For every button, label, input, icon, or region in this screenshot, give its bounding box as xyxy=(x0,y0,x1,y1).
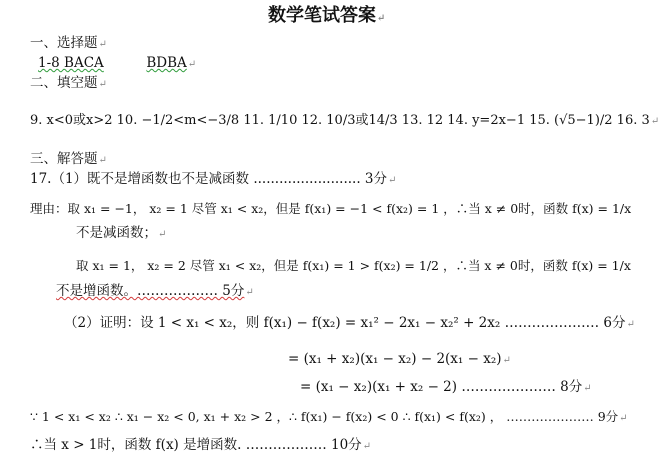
q17-part2: （2）证明：设 1 < x₁ < x₂，则 f(x₁) − f(x₂) = x₁² − 2x₁ − x₂² + 2x₂ ………………… 6分↵ xyxy=(64,315,635,331)
q17-reason2-end: 不是增函数。……………… 5分↵ xyxy=(56,283,254,299)
section2-heading: 二、填空题↵ xyxy=(30,75,107,91)
section2-answer-line: 9. x<0或x>2 10. −1/2<m<−3/8 11. 1/10 12. 10/3或14/3 13. 12 14. y=2x−1 15. (√5−1)/2 16. 3↵ xyxy=(30,113,659,128)
section1-heading: 一、选择题↵ xyxy=(30,35,107,51)
section1-answers: 1-8 BACA BDBA↵ xyxy=(38,55,197,71)
page-title: 数学笔试答案↵ xyxy=(268,5,386,26)
q17-part1: 17.（1）既不是增函数也不是减函数 ......................... 3分↵ xyxy=(30,171,397,187)
q17-reason1: 理由：取 x₁ = −1， x₂ = 1 尽管 x₁ < x₂，但是 f(x₁) = −1 < f(x₂) = 1 ，∴当 x ≠ 0时，函数 f(x) = 1/x xyxy=(30,201,632,216)
q17-step2: = (x₁ + x₂)(x₁ − x₂) − 2(x₁ − x₂)↵ xyxy=(288,351,511,367)
q17-conclusion: ∴当 x > 1时，函数 f(x) 是增函数. ……………… 10分↵ xyxy=(30,437,372,453)
section3-heading: 三、解答题↵ xyxy=(30,151,107,167)
q17-step3: = (x₁ − x₂)(x₁ + x₂ − 2) ………………… 8分↵ xyxy=(300,379,592,395)
q17-step4: ∵ 1 < x₁ < x₂ ∴ x₁ − x₂ < 0, x₁ + x₂ > 2 ，∴ f(x₁) − f(x₂) < 0 ∴ f(x₁) < f(x₂) ， ………………… 9分↵ xyxy=(30,409,628,424)
q17-reason2: 取 x₁ = 1， x₂ = 2 尽管 x₁ < x₂，但是 f(x₁) = 1 > f(x₂) = 1/2 ，∴当 x ≠ 0时，函数 f(x) = 1/x xyxy=(76,258,631,273)
q17-reason1-end: 不是减函数；↵ xyxy=(76,225,167,241)
